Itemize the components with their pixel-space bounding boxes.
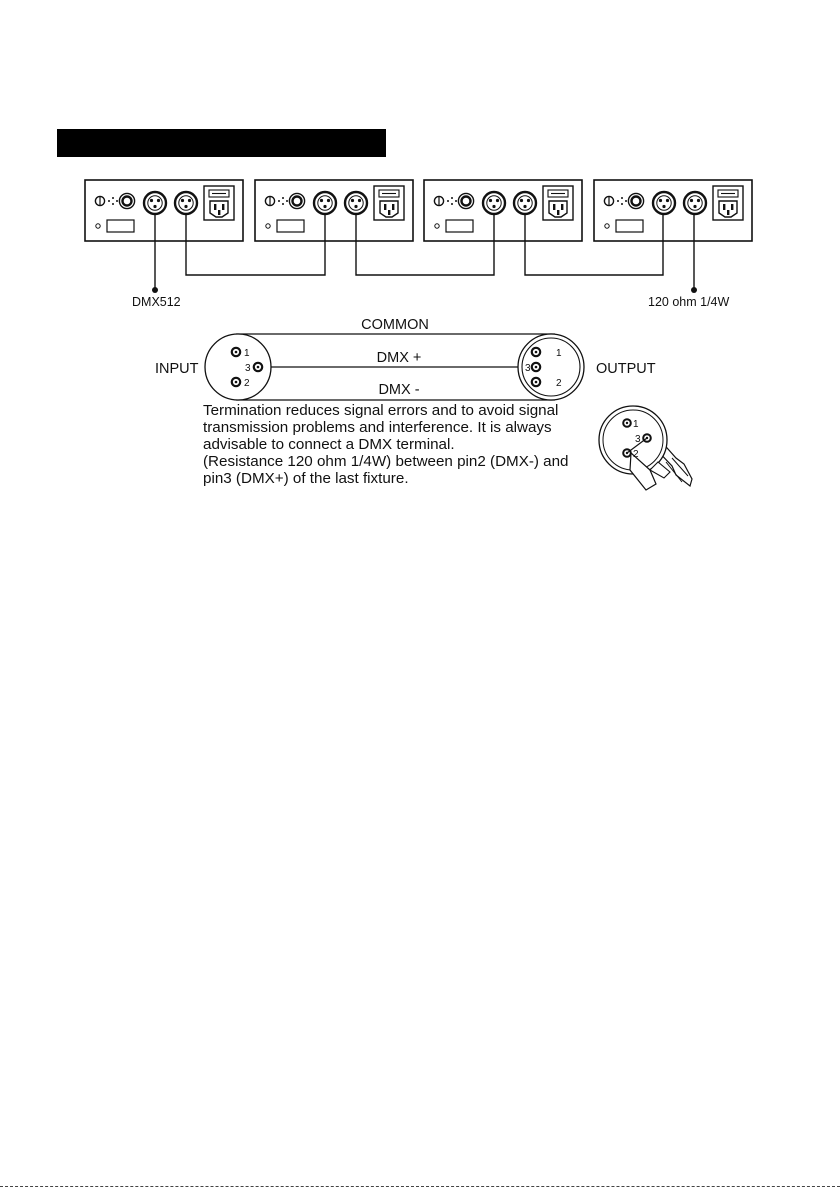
page-footer-divider (0, 1186, 840, 1187)
note-line-1: Termination reduces signal errors and to avoid signal (203, 402, 559, 419)
dmx512-label: DMX512 (132, 295, 181, 309)
note-line-3: advisable to connect a DMX terminal. (203, 436, 455, 453)
input-pin3-label: 3 (245, 363, 251, 374)
input-label: INPUT (155, 361, 199, 377)
output-label: OUTPUT (596, 361, 656, 377)
output-pin3-label: 3 (525, 363, 531, 374)
common-label: COMMON (361, 317, 429, 333)
fixture-panel-1 (85, 180, 243, 241)
note-line-2: transmission problems and interference. It is always (203, 419, 552, 436)
fixture-panel-2 (255, 180, 413, 241)
note-line-4: (Resistance 120 ohm 1/4W) between pin2 (DMX-) and (203, 453, 569, 470)
xlr-wiring-diagram (155, 317, 656, 400)
input-xlr-connector-icon (205, 334, 271, 400)
fixture-panel-4 (594, 180, 752, 241)
input-pin1-label: 1 (244, 348, 250, 359)
fixture-panel-3 (424, 180, 582, 241)
terminator-pin2-label: 2 (633, 449, 639, 460)
terminator-plug-icon (599, 406, 692, 490)
dmx-plus-label: DMX + (376, 350, 422, 366)
termination-note (203, 402, 603, 487)
terminator-label: 120 ohm 1/4W (648, 295, 730, 309)
output-pin2-label: 2 (556, 378, 562, 389)
note-line-5: pin3 (DMX+) of the last fixture. (203, 470, 409, 487)
output-pin1-label: 1 (556, 348, 562, 359)
dmx-minus-label: DMX - (378, 382, 420, 398)
terminator-pin3-label: 3 (635, 434, 641, 445)
terminator-pin1-label: 1 (633, 419, 639, 430)
input-pin2-label: 2 (244, 378, 250, 389)
